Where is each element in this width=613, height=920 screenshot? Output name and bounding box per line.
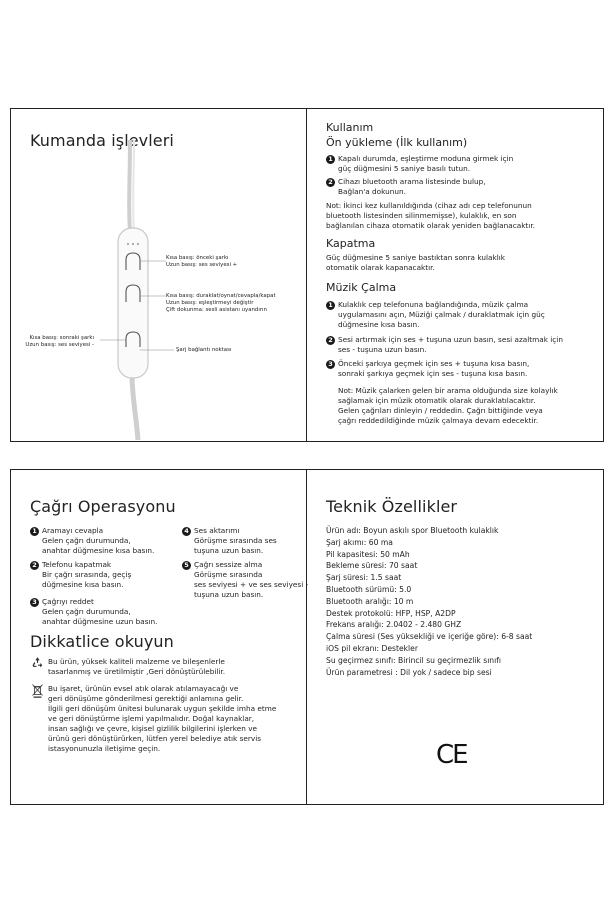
careful-title: Dikkatlice okuyun <box>30 632 174 651</box>
label-play: Kısa basış: duraklat/oynat/cevapla/kapat Uzun basış: eşleştirmeyi değiştir Çift dokunma: sesli asistanı uyandırın <box>166 293 276 313</box>
off-title: Kapatma <box>326 237 376 250</box>
usage-step-2: Cihazı bluetooth arama listesinde bulup, Bağlan'a dokunun. <box>338 177 486 196</box>
music-note: Not: Müzik çalarken gelen bir arama olduğunda size kolaylık sağlamak için müzik otomatik olarak duraklatılacaktır. Gelen çağrıları dinleyin / reddedin. Çağrı bittiğinde veya çağrı reddedildiğinde müzik çalmaya devam edecektir. <box>338 386 558 425</box>
controls-title: Kumanda işlevleri <box>30 131 174 150</box>
call-reject: Çağrıyı reddet Gelen çağrı durumunda, anahtar düğmesine uzun basın. <box>42 597 158 626</box>
music-step-2: Sesi artırmak için ses + tuşuna uzun basın, sesi azaltmak için ses - tuşuna uzun basın. <box>338 335 563 354</box>
ce-mark: CE <box>436 740 467 770</box>
music-step-3: Önceki şarkıya geçmek için ses + tuşuna kısa basın, sonraki şarkıya geçmek için ses - tuşuna kısa basın. <box>338 359 530 378</box>
usage-subtitle: Ön yükleme (İlk kullanım) <box>326 136 468 149</box>
bottom-divider <box>306 469 307 805</box>
spec-row: Ürün adı: Boyun askılı spor Bluetooth kulaklık <box>326 526 499 535</box>
spec-row: iOS pil ekranı: Destekler <box>326 643 418 653</box>
call-1-number: 1 <box>30 527 39 536</box>
call-3-number: 3 <box>30 598 39 607</box>
spec-row: Destek protokolü: HFP, HSP, A2DP <box>326 608 456 618</box>
call-mute: Çağrı sessize alma Görüşme sırasında ses seviyesi + ve ses seviyesi - tuşuna uzun basın. <box>194 560 309 599</box>
specs-title: Teknik Özellikler <box>326 497 458 516</box>
label-vol-up: Kısa basış: önceki şarkı Uzun basış: ses seviyesi + <box>166 255 238 268</box>
specs-list <box>326 526 532 679</box>
recycle-icon <box>31 656 44 669</box>
label-vol-down: Kısa basış: sonraki şarkı Uzun basış: ses seviyesi - <box>25 335 94 348</box>
spec-row: Şarj akımı: 60 ma <box>326 537 393 547</box>
spec-row: Ürün parametresi : Dil yok / sadece bip sesi <box>326 667 492 677</box>
label-charge-port: Şarj bağlantı noktası <box>176 347 232 353</box>
remote-illustration <box>100 140 190 440</box>
spec-row: Pil kapasitesi: 50 mAh <box>326 549 410 559</box>
usage-step-1-number: 1 <box>326 155 335 164</box>
spec-row: Bluetooth aralığı: 10 m <box>326 596 414 606</box>
spec-row: Çalma süresi (Ses yüksekliği ve içeriğe göre): 6-8 saat <box>326 632 533 642</box>
usage-step-1: Kapalı durumda, eşleştirme moduna girmek için güç düğmesini 5 saniye basılı tutun. <box>338 154 514 173</box>
music-step-3-number: 3 <box>326 360 335 369</box>
spec-row: Su geçirmez sınıfı: Birincil su geçirmezlik sınıfı <box>326 655 502 665</box>
recycle-text: Bu ürün, yüksek kaliteli malzeme ve bileşenlerle tasarlanmış ve üretilmiştir ,Geri dönüştürülebilir. <box>48 657 226 676</box>
crossed-bin-icon <box>32 684 43 698</box>
call-hangup: Telefonu kapatmak Bir çağrı sırasında, geçiş düğmesine kısa basın. <box>42 560 132 589</box>
music-title: Müzik Çalma <box>326 281 397 294</box>
usage-note: Not: İkinci kez kullanıldığında (cihaz adı cep telefonunun bluetooth listesinden silinmemişse), kulaklık, en son bağlanılan cihaza otomatik olarak yeniden bağlanacaktır. <box>326 201 535 230</box>
spec-row: Bekleme süresi: 70 saat <box>326 561 418 571</box>
top-divider <box>306 108 307 442</box>
spec-row: Frekans aralığı: 2.0402 - 2.480 GHZ <box>326 620 462 630</box>
call-transfer: Ses aktarımı Görüşme sırasında ses tuşuna uzun basın. <box>194 526 277 555</box>
music-step-1: Kulaklık cep telefonuna bağlandığında, müzik çalma uygulamasını açın, Müziği çalmak / duraklatmak için güç düğmesine kısa basın. <box>338 300 545 329</box>
call-5-number: 5 <box>182 561 191 570</box>
call-4-number: 4 <box>182 527 191 536</box>
weee-text: Bu işaret, ürünün evsel atık olarak atılamayacağı ve geri dönüşüme gönderilmesi gerektiği anlamına gelir. İlgili geri dönüşüm ünitesi bulunarak uygun şekilde imha etme ve geri dönüştürme işlemi yapılmalıdır. Doğal kaynaklar, insan sağlığı ve çevre, kişisel gizlilik bilgilerini işlerken ve ürünü geri dönüştürürken, lütfen yerel belediye atık servis istasyonunuzla iletişime geçin. <box>48 684 277 753</box>
usage-title: Kullanım <box>326 121 374 134</box>
call-2-number: 2 <box>30 561 39 570</box>
music-step-1-number: 1 <box>326 301 335 310</box>
spec-row: Şarj süresi: 1.5 saat <box>326 573 402 583</box>
usage-step-2-number: 2 <box>326 178 335 187</box>
off-text: Güç düğmesine 5 saniye bastıktan sonra kulaklık otomatik olarak kapanacaktır. <box>326 253 505 272</box>
music-step-2-number: 2 <box>326 336 335 345</box>
call-answer: Aramayı cevapla Gelen çağrı durumunda, anahtar düğmesine kısa basın. <box>42 526 155 555</box>
calls-title: Çağrı Operasyonu <box>30 497 176 516</box>
spec-row: Bluetooth sürümü: 5.0 <box>326 584 412 594</box>
